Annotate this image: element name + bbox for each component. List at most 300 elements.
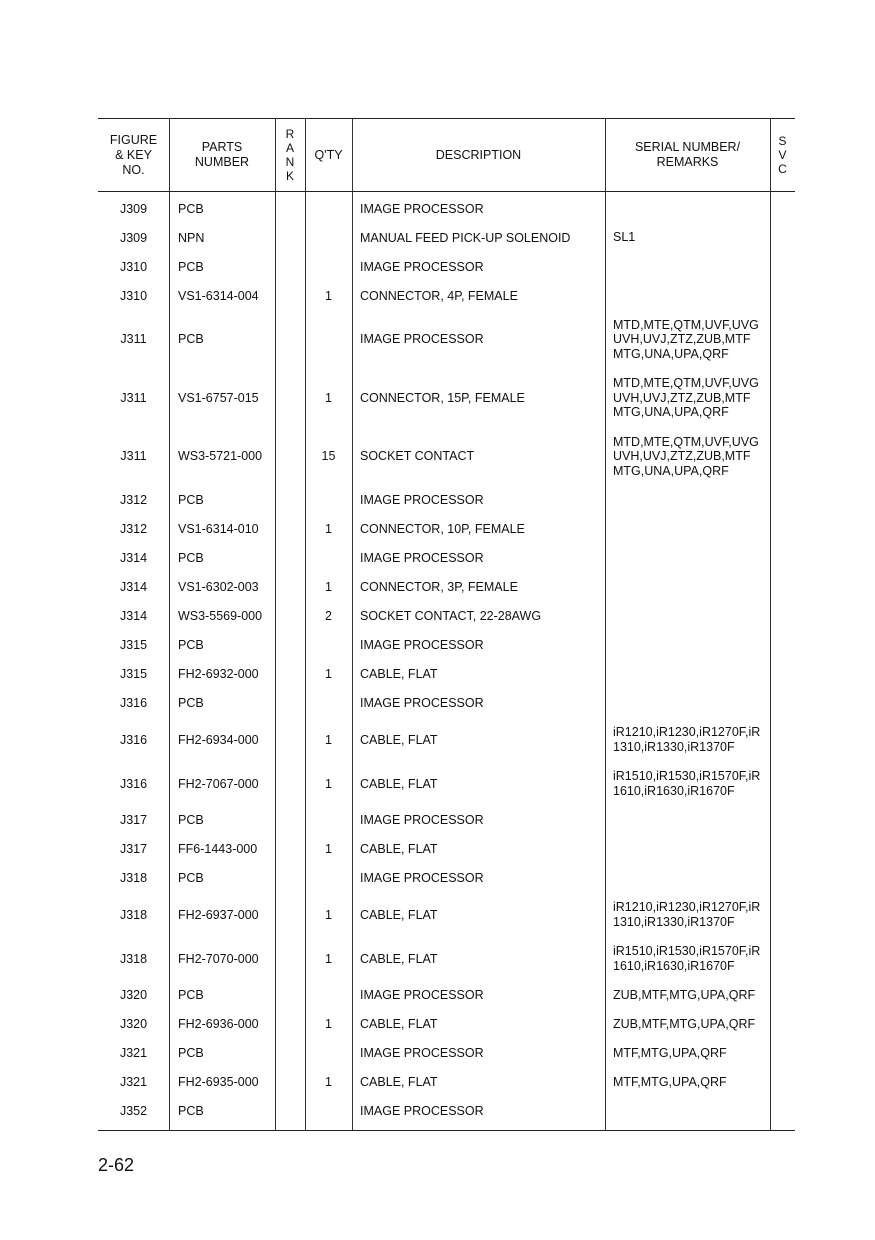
rank-cell bbox=[275, 689, 305, 718]
table-row bbox=[98, 762, 795, 806]
figure-key-cell bbox=[98, 573, 169, 602]
page-number: 2-62 bbox=[98, 1155, 135, 1175]
quantity-cell bbox=[305, 1068, 352, 1097]
rank-cell bbox=[275, 762, 305, 806]
parts-number-cell bbox=[169, 718, 275, 762]
rank-cell bbox=[275, 864, 305, 893]
parts-number-cell bbox=[169, 981, 275, 1010]
parts-number-cell bbox=[169, 1010, 275, 1039]
quantity-cell bbox=[305, 981, 352, 1010]
parts-number-cell bbox=[169, 631, 275, 660]
parts-number-cell-text: PCB bbox=[178, 638, 204, 652]
rank-cell bbox=[275, 718, 305, 762]
serial-remarks-cell bbox=[605, 515, 770, 544]
header-svc: S V C bbox=[778, 134, 787, 176]
svc-cell bbox=[770, 427, 795, 486]
serial-remarks-cell bbox=[605, 573, 770, 602]
quantity-cell bbox=[305, 602, 352, 631]
rank-cell bbox=[275, 369, 305, 428]
table-row bbox=[98, 893, 795, 937]
quantity-cell bbox=[305, 762, 352, 806]
quantity-cell-text: 1 bbox=[325, 288, 332, 303]
figure-key-cell-text: J309 bbox=[119, 201, 148, 216]
svc-cell bbox=[770, 835, 795, 864]
parts-number-cell-text: FH2-7067-000 bbox=[178, 776, 259, 791]
parts-number-cell-text: VS1-6314-010 bbox=[178, 522, 259, 536]
parts-number-cell-text: VS1-6314-004 bbox=[178, 288, 259, 303]
figure-key-cell-text: J316 bbox=[119, 696, 148, 710]
figure-key-cell bbox=[98, 981, 169, 1010]
quantity-cell bbox=[305, 937, 352, 981]
parts-number-cell-text: PCB bbox=[178, 696, 204, 710]
table-row bbox=[98, 486, 795, 515]
quantity-cell-text: 1 bbox=[325, 907, 332, 922]
svc-cell bbox=[770, 1010, 795, 1039]
quantity-cell bbox=[305, 310, 352, 369]
serial-remarks-cell bbox=[605, 660, 770, 689]
quantity-cell bbox=[305, 427, 352, 486]
serial-remarks-cell bbox=[605, 310, 770, 369]
quantity-cell bbox=[305, 252, 352, 281]
figure-key-cell bbox=[98, 689, 169, 718]
serial-remarks-cell bbox=[605, 252, 770, 281]
quantity-cell-text: 1 bbox=[325, 776, 332, 791]
serial-remarks-cell-text: iR1210,iR1230,iR1270F,iR 1310,iR1330,iR1370F bbox=[613, 900, 761, 929]
quantity-cell bbox=[305, 486, 352, 515]
parts-number-cell-text: PCB bbox=[178, 259, 204, 274]
figure-key-cell bbox=[98, 1039, 169, 1068]
serial-remarks-cell bbox=[605, 1039, 770, 1068]
description-cell bbox=[352, 1010, 605, 1039]
description-cell-text: SOCKET CONTACT bbox=[360, 449, 475, 464]
rank-cell bbox=[275, 544, 305, 573]
serial-remarks-cell bbox=[605, 281, 770, 310]
description-cell-text: CABLE, FLAT bbox=[360, 732, 438, 747]
svc-cell bbox=[770, 660, 795, 689]
figure-key-cell-text: J318 bbox=[119, 951, 148, 966]
parts-number-cell bbox=[169, 689, 275, 718]
figure-key-cell-text: J315 bbox=[119, 638, 148, 652]
description-cell-text: IMAGE PROCESSOR bbox=[360, 551, 484, 565]
parts-number-cell bbox=[169, 762, 275, 806]
parts-number-cell-text: NPN bbox=[178, 230, 205, 245]
description-cell bbox=[352, 223, 605, 252]
description-cell-text: IMAGE PROCESSOR bbox=[360, 201, 484, 216]
description-cell-text: CONNECTOR, 4P, FEMALE bbox=[360, 288, 518, 303]
parts-number-cell bbox=[169, 1039, 275, 1068]
parts-number-cell bbox=[169, 194, 275, 223]
description-cell-text: IMAGE PROCESSOR bbox=[360, 1046, 484, 1060]
serial-remarks-cell bbox=[605, 1097, 770, 1126]
parts-number-cell-text: FH2-7070-000 bbox=[178, 951, 259, 966]
rank-cell bbox=[275, 281, 305, 310]
rank-cell bbox=[275, 1097, 305, 1126]
parts-number-cell-text: PCB bbox=[178, 493, 204, 507]
svc-cell bbox=[770, 1068, 795, 1097]
description-cell-text: IMAGE PROCESSOR bbox=[360, 493, 484, 507]
description-cell bbox=[352, 310, 605, 369]
figure-key-cell bbox=[98, 631, 169, 660]
parts-number-cell bbox=[169, 937, 275, 981]
rank-cell bbox=[275, 835, 305, 864]
serial-remarks-cell bbox=[605, 981, 770, 1010]
svc-cell bbox=[770, 806, 795, 835]
description-cell bbox=[352, 573, 605, 602]
quantity-cell-text: 1 bbox=[325, 842, 332, 856]
rank-cell bbox=[275, 1039, 305, 1068]
description-cell bbox=[352, 864, 605, 893]
table-row bbox=[98, 281, 795, 310]
description-cell bbox=[352, 1068, 605, 1097]
parts-number-cell-text: PCB bbox=[178, 871, 204, 885]
serial-remarks-cell-text: MTF,MTG,UPA,QRF bbox=[613, 1045, 727, 1060]
parts-number-cell bbox=[169, 223, 275, 252]
svc-cell bbox=[770, 937, 795, 981]
table-row bbox=[98, 194, 795, 223]
figure-key-cell-text: J321 bbox=[119, 1075, 148, 1089]
quantity-cell bbox=[305, 515, 352, 544]
table-row bbox=[98, 252, 795, 281]
parts-number-cell bbox=[169, 1068, 275, 1097]
quantity-cell bbox=[305, 573, 352, 602]
header-parts-number: PARTS NUMBER bbox=[194, 140, 250, 169]
description-cell-text: IMAGE PROCESSOR bbox=[360, 871, 484, 885]
quantity-cell bbox=[305, 194, 352, 223]
parts-number-cell bbox=[169, 544, 275, 573]
figure-key-cell bbox=[98, 864, 169, 893]
parts-number-cell-text: WS3-5721-000 bbox=[178, 449, 263, 464]
parts-number-cell-text: PCB bbox=[178, 1046, 204, 1060]
description-cell bbox=[352, 689, 605, 718]
description-cell bbox=[352, 937, 605, 981]
description-cell bbox=[352, 981, 605, 1010]
parts-number-cell-text: VS1-6757-015 bbox=[178, 390, 259, 405]
parts-number-cell-text: FH2-6932-000 bbox=[178, 667, 259, 681]
serial-remarks-cell-text: MTF,MTG,UPA,QRF bbox=[613, 1074, 727, 1089]
description-cell-text: SOCKET CONTACT, 22-28AWG bbox=[360, 609, 542, 623]
figure-key-cell bbox=[98, 1097, 169, 1126]
quantity-cell-text: 1 bbox=[325, 390, 332, 405]
description-cell-text: IMAGE PROCESSOR bbox=[360, 332, 484, 347]
figure-key-cell-text: J320 bbox=[119, 988, 148, 1002]
parts-number-cell-text: FF6-1443-000 bbox=[178, 842, 258, 856]
svc-cell bbox=[770, 573, 795, 602]
figure-key-cell bbox=[98, 762, 169, 806]
serial-remarks-cell-text: ZUB,MTF,MTG,UPA,QRF bbox=[613, 987, 756, 1002]
table-header bbox=[98, 119, 795, 192]
parts-number-cell-text: PCB bbox=[178, 551, 204, 565]
table-row bbox=[98, 981, 795, 1010]
figure-key-cell bbox=[98, 602, 169, 631]
table-row bbox=[98, 631, 795, 660]
header-rank: R A N K bbox=[285, 127, 295, 183]
figure-key-cell bbox=[98, 1068, 169, 1097]
serial-remarks-cell bbox=[605, 864, 770, 893]
description-cell-text: CABLE, FLAT bbox=[360, 667, 438, 681]
parts-number-cell bbox=[169, 427, 275, 486]
figure-key-cell-text: J316 bbox=[119, 776, 148, 791]
figure-key-cell bbox=[98, 893, 169, 937]
figure-key-cell-text: J309 bbox=[119, 230, 148, 245]
table-row bbox=[98, 515, 795, 544]
description-cell bbox=[352, 660, 605, 689]
description-cell-text: CONNECTOR, 3P, FEMALE bbox=[360, 580, 518, 594]
description-cell bbox=[352, 369, 605, 428]
figure-key-cell bbox=[98, 310, 169, 369]
description-cell bbox=[352, 762, 605, 806]
parts-number-cell bbox=[169, 806, 275, 835]
figure-key-cell bbox=[98, 835, 169, 864]
figure-key-cell-text: J314 bbox=[119, 551, 148, 565]
svc-cell bbox=[770, 194, 795, 223]
figure-key-cell-text: J314 bbox=[119, 580, 148, 594]
header-figure: FIGURE & KEY NO. bbox=[109, 132, 158, 177]
serial-remarks-cell bbox=[605, 762, 770, 806]
serial-remarks-cell bbox=[605, 835, 770, 864]
figure-key-cell-text: J311 bbox=[120, 332, 147, 347]
parts-number-cell-text: VS1-6302-003 bbox=[178, 580, 259, 594]
figure-key-cell-text: J310 bbox=[119, 259, 148, 274]
svc-cell bbox=[770, 1097, 795, 1126]
quantity-cell bbox=[305, 223, 352, 252]
rank-cell bbox=[275, 1010, 305, 1039]
description-cell-text: CABLE, FLAT bbox=[360, 951, 438, 966]
parts-number-cell bbox=[169, 369, 275, 428]
rank-cell bbox=[275, 194, 305, 223]
svc-cell bbox=[770, 252, 795, 281]
figure-key-cell bbox=[98, 486, 169, 515]
figure-key-cell bbox=[98, 223, 169, 252]
serial-remarks-cell bbox=[605, 223, 770, 252]
parts-number-cell bbox=[169, 602, 275, 631]
svc-cell bbox=[770, 223, 795, 252]
description-cell bbox=[352, 602, 605, 631]
figure-key-cell-text: J321 bbox=[119, 1046, 148, 1060]
figure-key-cell-text: J312 bbox=[119, 522, 148, 536]
parts-number-cell-text: FH2-6934-000 bbox=[178, 732, 259, 747]
description-cell bbox=[352, 718, 605, 762]
description-cell-text: CONNECTOR, 10P, FEMALE bbox=[360, 522, 525, 536]
figure-key-cell bbox=[98, 427, 169, 486]
figure-key-cell-text: J311 bbox=[120, 449, 147, 464]
table-row bbox=[98, 223, 795, 252]
svc-cell bbox=[770, 762, 795, 806]
description-cell bbox=[352, 1039, 605, 1068]
parts-number-cell-text: PCB bbox=[178, 988, 204, 1002]
table-row bbox=[98, 806, 795, 835]
serial-remarks-cell bbox=[605, 893, 770, 937]
parts-number-cell bbox=[169, 486, 275, 515]
parts-number-cell bbox=[169, 660, 275, 689]
description-cell-text: IMAGE PROCESSOR bbox=[360, 638, 484, 652]
table-row bbox=[98, 573, 795, 602]
figure-key-cell-text: J310 bbox=[119, 288, 148, 303]
serial-remarks-cell bbox=[605, 194, 770, 223]
figure-key-cell bbox=[98, 515, 169, 544]
svc-cell bbox=[770, 486, 795, 515]
rank-cell bbox=[275, 981, 305, 1010]
quantity-cell bbox=[305, 689, 352, 718]
serial-remarks-cell bbox=[605, 1068, 770, 1097]
description-cell-text: CONNECTOR, 15P, FEMALE bbox=[360, 390, 525, 405]
serial-remarks-cell-text: iR1510,iR1530,iR1570F,iR 1610,iR1630,iR1670F bbox=[613, 769, 761, 798]
quantity-cell-text: 15 bbox=[321, 449, 336, 464]
figure-key-cell-text: J320 bbox=[119, 1017, 148, 1031]
rank-cell bbox=[275, 806, 305, 835]
table-row bbox=[98, 427, 795, 486]
rank-cell bbox=[275, 223, 305, 252]
description-cell-text: MANUAL FEED PICK-UP SOLENOID bbox=[360, 230, 571, 245]
description-cell bbox=[352, 835, 605, 864]
serial-remarks-cell-text: MTD,MTE,QTM,UVF,UVG UVH,UVJ,ZTZ,ZUB,MTF MTG,UNA,UPA,QRF bbox=[613, 376, 759, 419]
parts-number-cell bbox=[169, 1097, 275, 1126]
description-cell bbox=[352, 281, 605, 310]
quantity-cell bbox=[305, 806, 352, 835]
serial-remarks-cell-text: SL1 bbox=[613, 230, 636, 245]
quantity-cell bbox=[305, 718, 352, 762]
description-cell-text: IMAGE PROCESSOR bbox=[360, 696, 484, 710]
description-cell-text: CABLE, FLAT bbox=[360, 842, 438, 856]
serial-remarks-cell-text: iR1210,iR1230,iR1270F,iR 1310,iR1330,iR1370F bbox=[613, 725, 761, 754]
quantity-cell bbox=[305, 544, 352, 573]
svc-cell bbox=[770, 981, 795, 1010]
parts-number-cell bbox=[169, 893, 275, 937]
header-qty: Q'TY bbox=[314, 147, 343, 162]
rank-cell bbox=[275, 937, 305, 981]
quantity-cell bbox=[305, 369, 352, 428]
quantity-cell-text: 2 bbox=[325, 609, 332, 623]
parts-number-cell-text: PCB bbox=[178, 332, 204, 347]
description-cell bbox=[352, 893, 605, 937]
svc-cell bbox=[770, 281, 795, 310]
description-cell bbox=[352, 252, 605, 281]
figure-key-cell-text: J316 bbox=[119, 732, 148, 747]
quantity-cell bbox=[305, 660, 352, 689]
description-cell-text: IMAGE PROCESSOR bbox=[360, 988, 484, 1002]
table-row bbox=[98, 1097, 795, 1126]
rank-cell bbox=[275, 660, 305, 689]
parts-number-cell bbox=[169, 864, 275, 893]
serial-remarks-cell bbox=[605, 427, 770, 486]
serial-remarks-cell bbox=[605, 486, 770, 515]
parts-number-cell-text: WS3-5569-000 bbox=[178, 609, 263, 623]
serial-remarks-cell bbox=[605, 689, 770, 718]
quantity-cell bbox=[305, 1039, 352, 1068]
parts-number-cell-text: PCB bbox=[178, 813, 204, 827]
figure-key-cell-text: J312 bbox=[119, 493, 148, 507]
quantity-cell-text: 1 bbox=[325, 1075, 332, 1089]
description-cell-text: IMAGE PROCESSOR bbox=[360, 813, 484, 827]
parts-number-cell-text: FH2-6935-000 bbox=[178, 1075, 259, 1089]
svc-cell bbox=[770, 893, 795, 937]
svc-cell bbox=[770, 602, 795, 631]
svc-cell bbox=[770, 369, 795, 428]
figure-key-cell-text: J318 bbox=[119, 871, 148, 885]
figure-key-cell-text: J315 bbox=[119, 667, 148, 681]
rank-cell bbox=[275, 252, 305, 281]
quantity-cell bbox=[305, 835, 352, 864]
table-row bbox=[98, 864, 795, 893]
rank-cell bbox=[275, 893, 305, 937]
quantity-cell-text: 1 bbox=[325, 580, 332, 594]
serial-remarks-cell bbox=[605, 631, 770, 660]
table-row bbox=[98, 1039, 795, 1068]
description-cell bbox=[352, 544, 605, 573]
serial-remarks-cell bbox=[605, 544, 770, 573]
description-cell bbox=[352, 427, 605, 486]
serial-remarks-cell-text: iR1510,iR1530,iR1570F,iR 1610,iR1630,iR1670F bbox=[613, 944, 761, 973]
rank-cell bbox=[275, 486, 305, 515]
svc-cell bbox=[770, 631, 795, 660]
figure-key-cell bbox=[98, 281, 169, 310]
description-cell-text: IMAGE PROCESSOR bbox=[360, 1104, 484, 1118]
table-row bbox=[98, 602, 795, 631]
table-row bbox=[98, 835, 795, 864]
table-row bbox=[98, 544, 795, 573]
parts-number-cell bbox=[169, 252, 275, 281]
quantity-cell-text: 1 bbox=[325, 1017, 332, 1031]
parts-number-cell bbox=[169, 515, 275, 544]
figure-key-cell bbox=[98, 718, 169, 762]
quantity-cell bbox=[305, 1010, 352, 1039]
rank-cell bbox=[275, 631, 305, 660]
svc-cell bbox=[770, 544, 795, 573]
serial-remarks-cell bbox=[605, 806, 770, 835]
description-cell-text: CABLE, FLAT bbox=[360, 1075, 438, 1089]
description-cell bbox=[352, 631, 605, 660]
parts-number-cell bbox=[169, 310, 275, 369]
svc-cell bbox=[770, 310, 795, 369]
serial-remarks-cell bbox=[605, 1010, 770, 1039]
rank-cell bbox=[275, 602, 305, 631]
parts-number-cell-text: FH2-6937-000 bbox=[178, 907, 259, 922]
svc-cell bbox=[770, 718, 795, 762]
figure-key-cell bbox=[98, 369, 169, 428]
svc-cell bbox=[770, 1039, 795, 1068]
serial-remarks-cell-text: MTD,MTE,QTM,UVF,UVG UVH,UVJ,ZTZ,ZUB,MTF MTG,UNA,UPA,QRF bbox=[613, 317, 759, 361]
svc-cell bbox=[770, 864, 795, 893]
header-description: DESCRIPTION bbox=[435, 147, 522, 162]
parts-number-cell bbox=[169, 573, 275, 602]
figure-key-cell-text: J314 bbox=[119, 609, 148, 623]
quantity-cell bbox=[305, 893, 352, 937]
description-cell bbox=[352, 1097, 605, 1126]
rank-cell bbox=[275, 1068, 305, 1097]
figure-key-cell bbox=[98, 544, 169, 573]
rank-cell bbox=[275, 310, 305, 369]
quantity-cell-text: 1 bbox=[325, 951, 332, 966]
figure-key-cell-text: J352 bbox=[119, 1104, 148, 1118]
serial-remarks-cell bbox=[605, 937, 770, 981]
parts-table bbox=[98, 118, 795, 1131]
table-row bbox=[98, 1010, 795, 1039]
description-cell bbox=[352, 806, 605, 835]
table-body bbox=[98, 192, 795, 1130]
parts-number-cell-text: PCB bbox=[178, 1104, 204, 1118]
parts-number-cell bbox=[169, 281, 275, 310]
figure-key-cell-text: J317 bbox=[119, 842, 148, 856]
table-row bbox=[98, 310, 795, 369]
description-cell-text: CABLE, FLAT bbox=[360, 1017, 438, 1031]
serial-remarks-cell bbox=[605, 602, 770, 631]
description-cell-text: CABLE, FLAT bbox=[360, 776, 438, 791]
parts-number-cell-text: PCB bbox=[178, 201, 204, 216]
quantity-cell-text: 1 bbox=[325, 667, 332, 681]
rank-cell bbox=[275, 427, 305, 486]
serial-remarks-cell-text: MTD,MTE,QTM,UVF,UVG UVH,UVJ,ZTZ,ZUB,MTF MTG,UNA,UPA,QRF bbox=[613, 434, 759, 478]
figure-key-cell bbox=[98, 660, 169, 689]
description-cell bbox=[352, 486, 605, 515]
